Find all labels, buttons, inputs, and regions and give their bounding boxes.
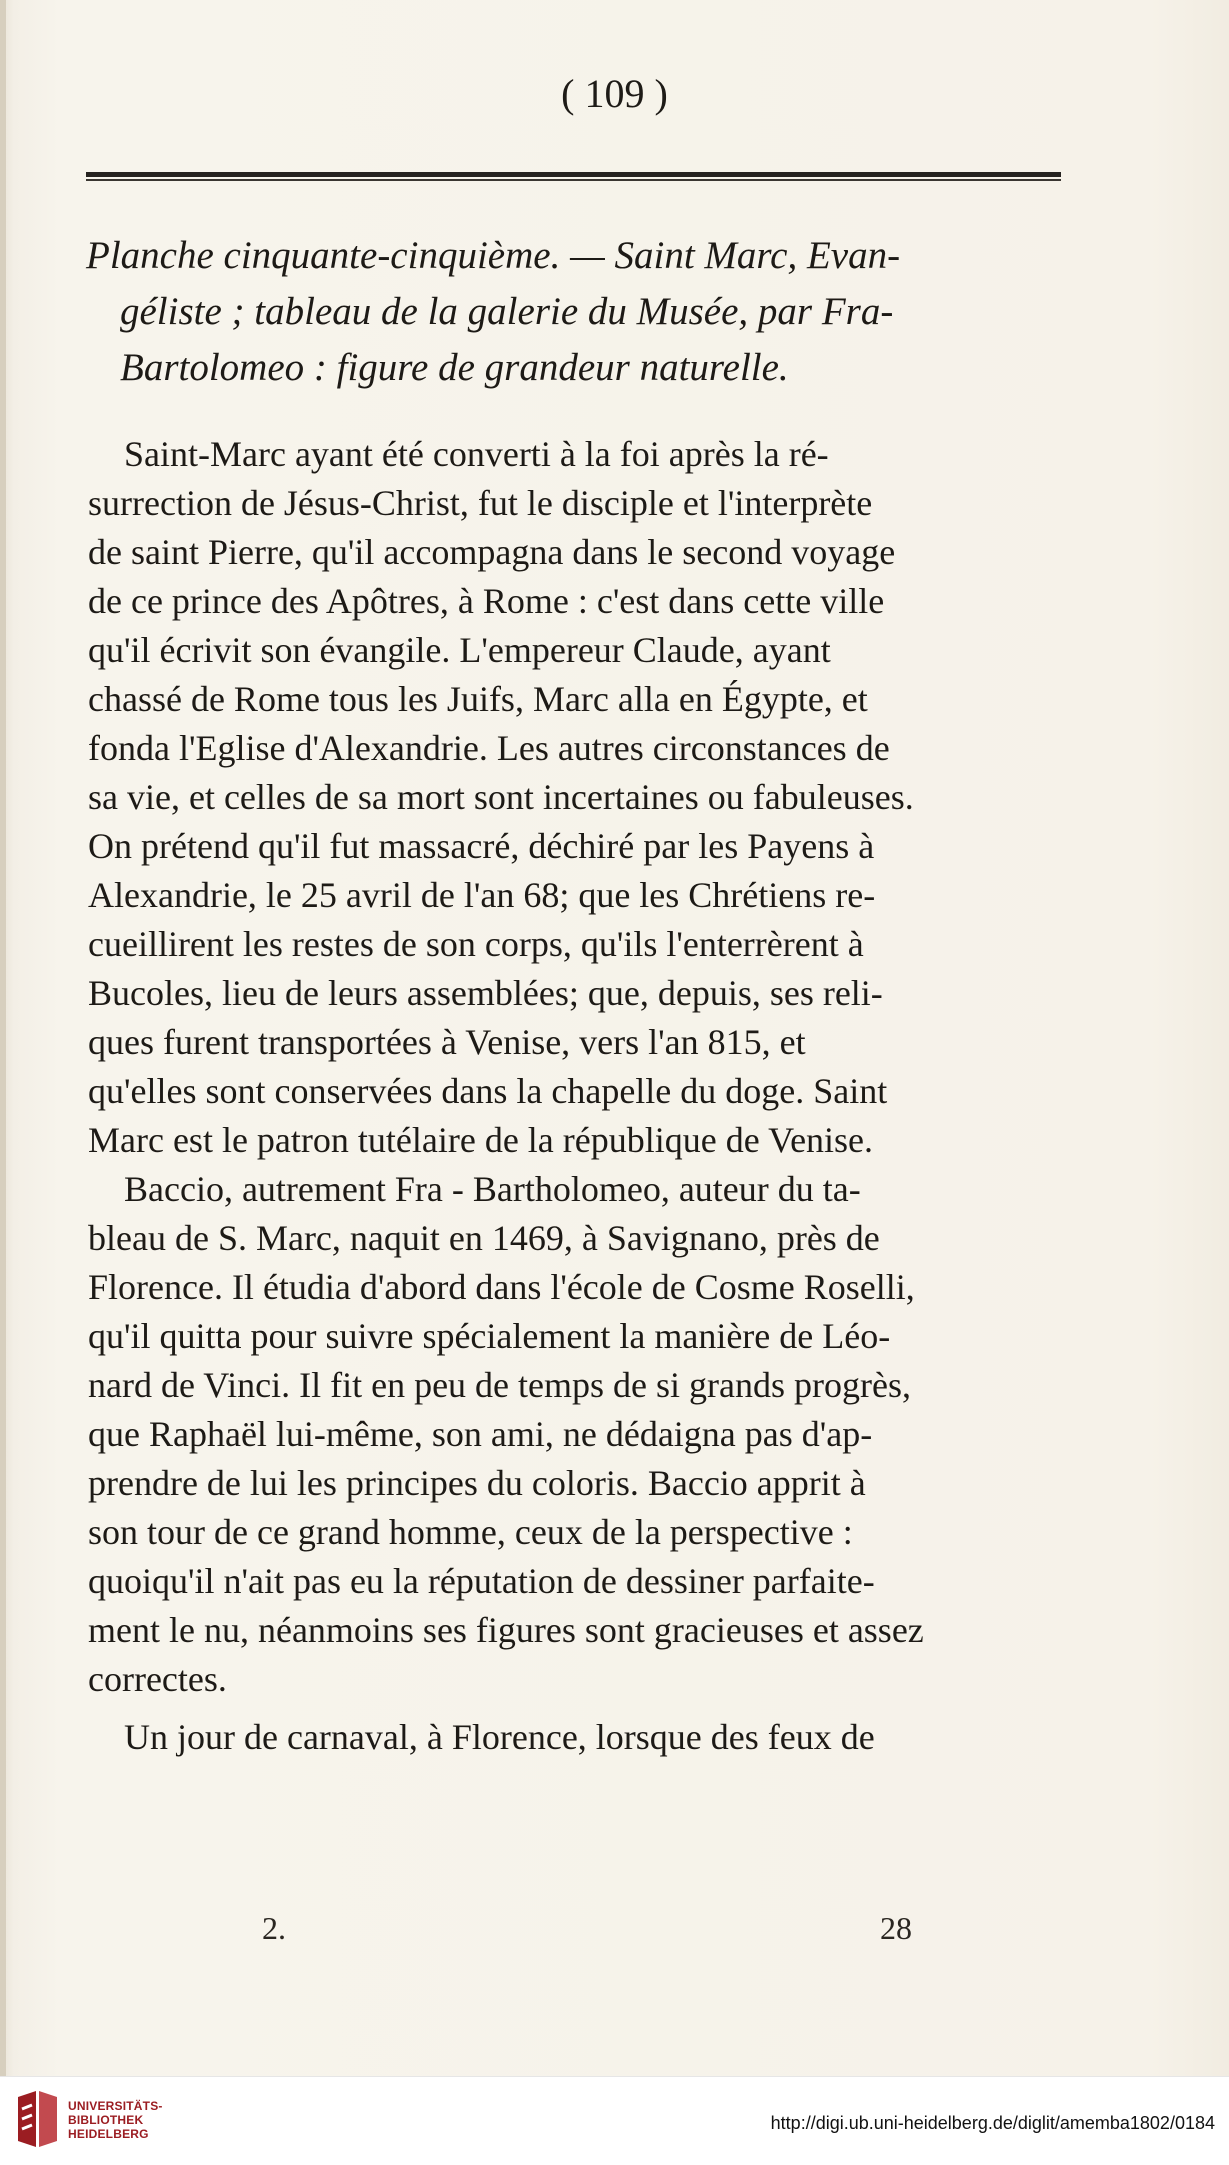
caption-line: Bartolomeo : figure de grandeur naturelle. (120, 346, 789, 389)
text-line: qu'il quitta pour suivre spécialement la manière de Léo- (88, 1316, 891, 1356)
text-line: correctes. (88, 1659, 227, 1699)
text-line: surrection de Jésus-Christ, fut le disciple et l'interprète (88, 483, 873, 523)
text-line: Baccio, autrement Fra - Bartholomeo, auteur du ta- (124, 1169, 861, 1209)
text-line: Alexandrie, le 25 avril de l'an 68; que les Chrétiens re- (88, 875, 876, 915)
text-line: ment le nu, néanmoins ses figures sont gracieuses et assez (88, 1610, 924, 1650)
text-line: Bucoles, lieu de leurs assemblées; que, depuis, ses reli- (88, 973, 883, 1013)
text-line: bleau de S. Marc, naquit en 1469, à Savignano, près de (88, 1218, 880, 1258)
text-line: ques furent transportées à Venise, vers l'an 815, et (88, 1022, 806, 1062)
logo-line: BIBLIOTHEK (68, 2113, 144, 2127)
caption-line: Planche cinquante-cinquième. — Saint Marc, Evan- (86, 234, 901, 277)
header-rule-thick (86, 172, 1061, 177)
signature-mark: 2. (262, 1910, 286, 1946)
text-line: de ce prince des Apôtres, à Rome : c'est dans cette ville (88, 581, 885, 621)
text-line: sa vie, et celles de sa mort sont incertaines ou fabuleuses. (88, 777, 914, 817)
text-line: Florence. Il étudia d'abord dans l'école de Cosme Roselli, (88, 1267, 915, 1307)
logo-line: HEIDELBERG (68, 2127, 149, 2141)
text-line: Saint-Marc ayant été converti à la foi après la ré- (124, 434, 829, 474)
text-line: Marc est le patron tutélaire de la république de Venise. (88, 1120, 874, 1160)
text-line: nard de Vinci. Il fit en peu de temps de si grands progrès, (88, 1365, 911, 1405)
page-number: ( 109 ) (561, 71, 668, 116)
library-logo-text (68, 2099, 163, 2141)
library-logo-icon (12, 2089, 62, 2151)
paragraph-gap (88, 1704, 1088, 1713)
text-line: son tour de ce grand homme, ceux de la perspective : (88, 1512, 853, 1552)
logo-line: UNIVERSITÄTS- (68, 2099, 163, 2113)
digitization-footer (0, 2076, 1229, 2165)
text-line: quoiqu'il n'ait pas eu la réputation de dessiner parfaite- (88, 1561, 875, 1601)
caption-line: géliste ; tableau de la galerie du Musée, par Fra- (120, 290, 894, 333)
text-line: fonda l'Eglise d'Alexandrie. Les autres circonstances de (88, 728, 890, 768)
header-rule-thin (86, 179, 1061, 181)
text-line: qu'elles sont conservées dans la chapelle du doge. Saint (88, 1071, 888, 1111)
text-line: de saint Pierre, qu'il accompagna dans le second voyage (88, 532, 896, 572)
source-url-link[interactable]: http://digi.ub.uni-heidelberg.de/diglit/amemba1802/0184 (770, 2113, 1215, 2133)
body-text (88, 430, 1088, 1762)
text-line: que Raphaël lui-même, son ami, ne dédaigna pas d'ap- (88, 1414, 873, 1454)
text-line: On prétend qu'il fut massacré, déchiré par les Payens à (88, 826, 875, 866)
text-line: prendre de lui les principes du coloris. Baccio apprit à (88, 1463, 866, 1503)
text-line: cueillirent les restes de son corps, qu'ils l'enterrèrent à (88, 924, 864, 964)
text-line: chassé de Rome tous les Juifs, Marc alla en Égypte, et (88, 679, 868, 719)
text-line: qu'il écrivit son évangile. L'empereur Claude, ayant (88, 630, 831, 670)
text-line: Un jour de carnaval, à Florence, lorsque des feux de (124, 1717, 875, 1757)
header-rule (86, 172, 1061, 182)
signature-mark: 28 (880, 1910, 912, 1946)
plate-caption (86, 228, 1076, 396)
